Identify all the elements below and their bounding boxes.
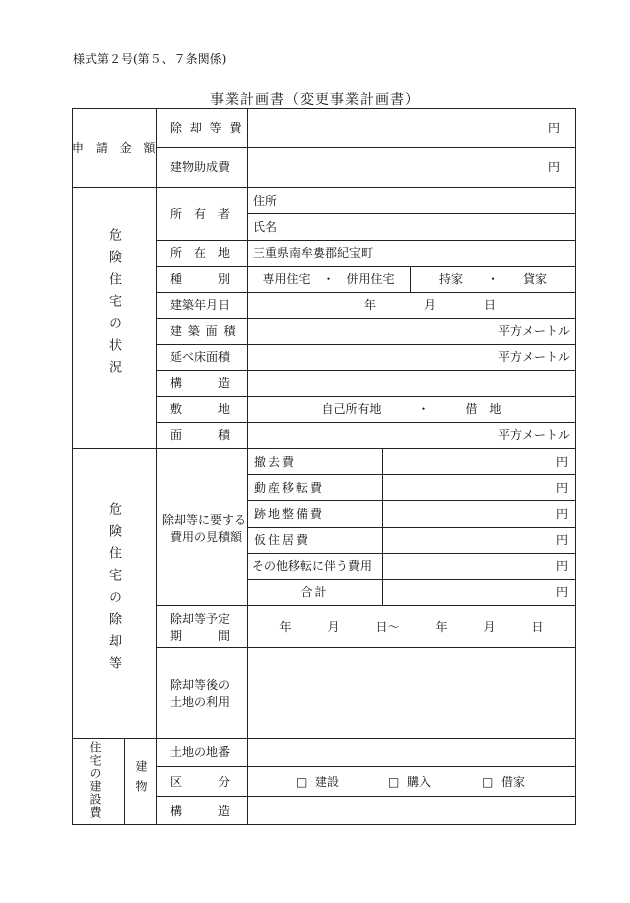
type-options-ownership[interactable]: 持家 ・ 貸家 — [438, 272, 547, 286]
schedule-period-label-line2: 期 間 — [170, 629, 231, 643]
area-unit: 平方メートル — [497, 428, 570, 442]
removal-cost-unit: 円 — [555, 455, 568, 469]
application-amount-label: 申 請 金 額 — [72, 141, 160, 155]
other-relocation-cost-field[interactable] — [384, 555, 494, 578]
document-title: 事業計画書（変更事業計画書） — [210, 92, 420, 108]
building-sub-label: 建物 — [134, 760, 148, 800]
building-area-field[interactable] — [249, 320, 489, 343]
location-label: 所 在 地 — [170, 246, 231, 260]
option-rental-text: 借家 — [500, 775, 525, 789]
area-field[interactable] — [249, 424, 489, 447]
total-cost-field[interactable] — [384, 581, 494, 604]
checkbox-construction[interactable]: □ — [296, 775, 308, 789]
floor-area-label: 延べ床面積 — [170, 350, 231, 364]
new-structure-label: 構 造 — [170, 804, 231, 818]
demolition-cost-field[interactable] — [249, 110, 489, 146]
site-options[interactable]: 自己所有地 ・ 借 地 — [321, 402, 502, 416]
built-date-value[interactable]: 年 月 日 — [363, 298, 496, 312]
owner-name-field[interactable] — [282, 215, 572, 239]
estimate-label-line1: 除却等に要する — [162, 513, 247, 527]
classification-label: 区 分 — [170, 775, 231, 789]
schedule-period-value[interactable]: 年 月 日〜 年 月 日 — [279, 620, 544, 634]
type-options-usage[interactable]: 専用住宅 ・ 併用住宅 — [262, 272, 395, 286]
checkbox-rental[interactable]: □ — [482, 775, 494, 789]
demolition-cost-unit: 円 — [547, 121, 560, 135]
built-date-label: 建築年月日 — [170, 298, 231, 312]
movables-transfer-cost-field[interactable] — [384, 476, 494, 499]
area-label: 面 積 — [170, 428, 231, 442]
lot-number-label: 土地の地番 — [170, 745, 231, 759]
land-use-field[interactable] — [249, 650, 574, 737]
option-purchase[interactable] — [388, 775, 431, 789]
form-number-note: 様式第２号(第５、７条関係) — [73, 52, 227, 66]
floor-area-unit: 平方メートル — [497, 350, 570, 364]
demolition-cost-label: 除 却 等 費 — [170, 121, 244, 135]
building-subsidy-field[interactable] — [249, 149, 489, 186]
owner-label: 所 有 者 — [170, 207, 231, 221]
owner-address-field[interactable] — [282, 189, 572, 212]
building-area-unit: 平方メートル — [497, 324, 570, 338]
other-relocation-cost-unit: 円 — [555, 559, 568, 573]
option-construction-text: 建設 — [314, 775, 339, 789]
option-rental[interactable] — [482, 775, 525, 789]
checkbox-purchase[interactable]: □ — [388, 775, 400, 789]
owner-address-label: 住所 — [253, 194, 278, 208]
structure-field[interactable] — [249, 372, 574, 395]
land-use-label-line2: 土地の利用 — [170, 695, 231, 709]
schedule-period-label-line1: 除却等予定 — [170, 612, 231, 626]
site-restoration-cost-unit: 円 — [555, 507, 568, 521]
housing-status-section-label: 危険住宅の状況 — [106, 228, 121, 382]
temporary-housing-cost-field[interactable] — [384, 529, 494, 552]
site-restoration-cost-label: 跡地整備費 — [254, 507, 325, 521]
floor-area-field[interactable] — [249, 346, 489, 369]
removal-cost-field[interactable] — [384, 450, 494, 473]
option-purchase-text: 購入 — [406, 775, 431, 789]
removal-cost-label: 撤去費 — [254, 455, 297, 469]
temporary-housing-cost-unit: 円 — [555, 533, 568, 547]
structure-label: 構 造 — [170, 376, 231, 390]
type-label: 種 別 — [170, 272, 231, 286]
lot-number-field[interactable] — [249, 740, 574, 765]
building-subsidy-unit: 円 — [547, 160, 560, 174]
land-use-label-line1: 除却等後の — [170, 678, 231, 692]
building-area-label: 建 築 面 積 — [170, 324, 237, 338]
new-structure-field[interactable] — [249, 798, 574, 823]
construction-cost-section-label: 住宅の建設費 — [88, 741, 102, 819]
owner-name-label: 氏名 — [253, 220, 278, 234]
other-relocation-cost-label: その他移転に伴う費用 — [252, 559, 373, 573]
building-subsidy-label: 建物助成費 — [170, 160, 231, 174]
movables-transfer-cost-label: 動産移転費 — [254, 481, 325, 495]
option-construction[interactable] — [296, 775, 339, 789]
movables-transfer-cost-unit: 円 — [555, 481, 568, 495]
total-cost-label: 合計 — [300, 585, 329, 599]
site-restoration-cost-field[interactable] — [384, 502, 494, 526]
total-cost-unit: 円 — [555, 585, 568, 599]
demolition-section-label: 危険住宅の除却等 — [106, 502, 121, 678]
estimate-label-line2: 費用の見積額 — [170, 530, 243, 544]
location-value: 三重県南牟婁郡紀宝町 — [253, 246, 374, 260]
temporary-housing-cost-label: 仮住居費 — [254, 533, 311, 547]
site-label: 敷 地 — [170, 402, 231, 416]
